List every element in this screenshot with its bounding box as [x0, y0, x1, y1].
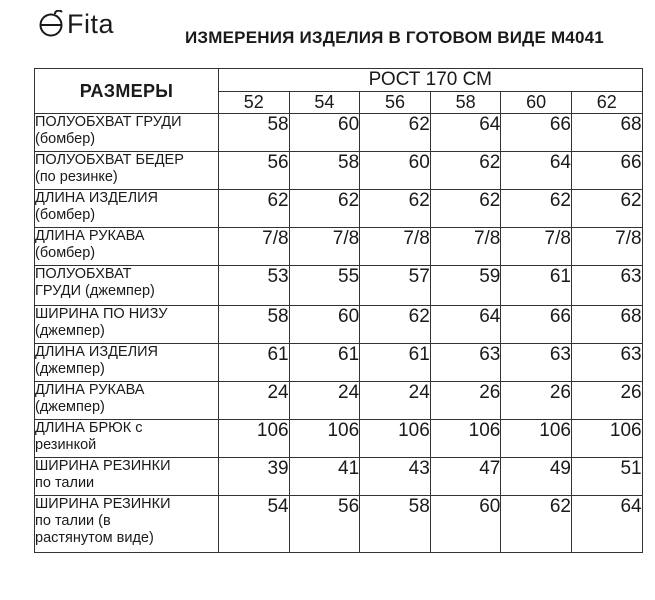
measurement-value: 66	[571, 152, 642, 190]
brand-logo-icon	[38, 10, 64, 38]
measurement-label: ПОЛУОБХВАТ ГРУДИ (бомбер)	[35, 114, 219, 152]
measurement-value: 47	[430, 458, 501, 496]
page-header	[0, 0, 655, 62]
measurement-value: 63	[571, 344, 642, 382]
table-row	[35, 228, 643, 266]
measurement-value: 24	[289, 382, 360, 420]
measurement-label: ДЛИНА ИЗДЕЛИЯ (джемпер)	[35, 344, 219, 382]
measurement-value: 58	[289, 152, 360, 190]
measurement-value: 106	[430, 420, 501, 458]
measurement-value: 24	[360, 382, 431, 420]
measurement-value: 63	[501, 344, 572, 382]
measurement-label: ШИРИНА ПО НИЗУ (джемпер)	[35, 306, 219, 344]
measurement-value: 57	[360, 266, 431, 306]
measurement-value: 106	[219, 420, 290, 458]
measurement-value: 26	[571, 382, 642, 420]
measurement-value: 62	[360, 114, 431, 152]
measurement-value: 53	[219, 266, 290, 306]
measurement-value: 26	[430, 382, 501, 420]
measurement-value: 39	[219, 458, 290, 496]
measurement-value: 58	[219, 306, 290, 344]
sizes-header: РАЗМЕРЫ	[35, 69, 219, 114]
measurement-value: 61	[219, 344, 290, 382]
measurement-value: 60	[360, 152, 431, 190]
measurement-value: 68	[571, 306, 642, 344]
measurement-value: 51	[571, 458, 642, 496]
measurement-label: ДЛИНА ИЗДЕЛИЯ (бомбер)	[35, 190, 219, 228]
measurement-value: 68	[571, 114, 642, 152]
measurement-label: ДЛИНА РУКАВА (бомбер)	[35, 228, 219, 266]
measurement-value: 61	[501, 266, 572, 306]
measurement-label: ШИРИНА РЕЗИНКИ по талии	[35, 458, 219, 496]
measurement-value: 60	[289, 306, 360, 344]
measurement-value: 56	[289, 496, 360, 553]
measurement-value: 63	[430, 344, 501, 382]
measurement-value: 66	[501, 306, 572, 344]
measurement-value: 61	[360, 344, 431, 382]
table-row	[35, 306, 643, 344]
measurement-value: 64	[571, 496, 642, 553]
measurement-value: 26	[501, 382, 572, 420]
measurement-value: 41	[289, 458, 360, 496]
table-row	[35, 190, 643, 228]
measurement-value: 62	[501, 496, 572, 553]
table-row	[35, 420, 643, 458]
measurement-value: 62	[360, 190, 431, 228]
measurement-label: ДЛИНА БРЮК с резинкой	[35, 420, 219, 458]
measurement-label: ДЛИНА РУКАВА (джемпер)	[35, 382, 219, 420]
measurement-value: 64	[430, 306, 501, 344]
measurement-value: 62	[430, 152, 501, 190]
measurement-value: 7/8	[430, 228, 501, 266]
brand-logo	[38, 10, 114, 38]
size-table	[34, 68, 643, 553]
size-header-cell: 54	[289, 92, 360, 114]
measurement-value: 106	[289, 420, 360, 458]
size-header-cell: 58	[430, 92, 501, 114]
measurement-value: 61	[289, 344, 360, 382]
measurement-value: 66	[501, 114, 572, 152]
measurement-value: 106	[501, 420, 572, 458]
measurement-value: 62	[501, 190, 572, 228]
height-header: РОСТ 170 СМ	[219, 69, 643, 92]
table-row	[35, 344, 643, 382]
measurement-value: 62	[360, 306, 431, 344]
measurement-value: 55	[289, 266, 360, 306]
measurement-value: 59	[430, 266, 501, 306]
measurement-value: 62	[289, 190, 360, 228]
document-title: ИЗМЕРЕНИЯ ИЗДЕЛИЯ В ГОТОВОМ ВИДЕ М4041	[185, 28, 604, 47]
measurement-value: 58	[360, 496, 431, 553]
measurement-value: 7/8	[289, 228, 360, 266]
measurement-value: 60	[430, 496, 501, 553]
measurement-value: 64	[430, 114, 501, 152]
measurement-label: ШИРИНА РЕЗИНКИ по талии (в растянутом виде)	[35, 496, 219, 553]
table-row	[35, 266, 643, 306]
measurement-value: 43	[360, 458, 431, 496]
table-row	[35, 496, 643, 553]
table-body	[35, 114, 643, 553]
measurement-value: 56	[219, 152, 290, 190]
measurement-value: 54	[219, 496, 290, 553]
measurement-value: 7/8	[360, 228, 431, 266]
measurement-value: 62	[571, 190, 642, 228]
measurement-value: 7/8	[501, 228, 572, 266]
size-header-cell: 60	[501, 92, 572, 114]
table-row	[35, 114, 643, 152]
table-row	[35, 152, 643, 190]
brand-name: Fita	[67, 8, 115, 39]
measurement-value: 106	[571, 420, 642, 458]
measurement-label: ПОЛУОБХВАТ ГРУДИ (джемпер)	[35, 266, 219, 306]
size-header-cell: 62	[571, 92, 642, 114]
measurement-value: 106	[360, 420, 431, 458]
measurement-value: 58	[219, 114, 290, 152]
measurement-value: 7/8	[219, 228, 290, 266]
measurement-value: 62	[219, 190, 290, 228]
size-header-cell: 56	[360, 92, 431, 114]
measurement-value: 64	[501, 152, 572, 190]
table-header-row	[35, 69, 643, 92]
measurement-value: 62	[430, 190, 501, 228]
measurement-value: 7/8	[571, 228, 642, 266]
measurement-value: 24	[219, 382, 290, 420]
measurement-value: 60	[289, 114, 360, 152]
measurement-label: ПОЛУОБХВАТ БЕДЕР (по резинке)	[35, 152, 219, 190]
table-row	[35, 458, 643, 496]
table-row	[35, 382, 643, 420]
measurement-value: 49	[501, 458, 572, 496]
size-header-cell: 52	[219, 92, 290, 114]
measurement-value: 63	[571, 266, 642, 306]
